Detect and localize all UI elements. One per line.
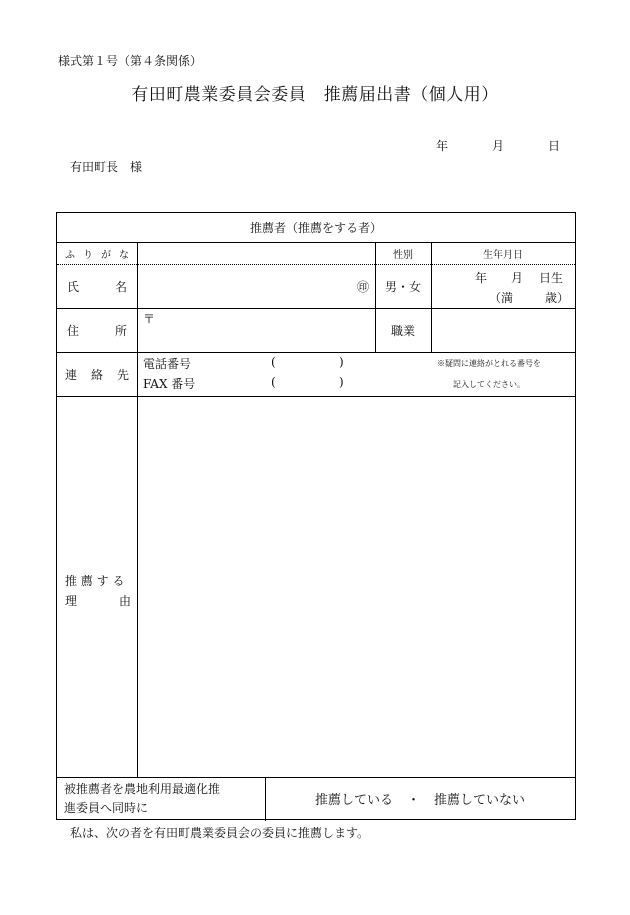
also-recommend-options: 推薦している ・ 推薦していない [265,777,575,819]
form-number: 様式第１号（第４条関係） [58,54,203,68]
name-label: 氏 名 [67,279,127,294]
page-title: 有田町農業委員会委員 推薦届出書（個人用） [131,85,499,105]
recommender-section-title: 推薦者（推薦をする者） [249,221,382,235]
gender-options[interactable]: 男・女 [384,279,421,294]
address-label: 住 所 [67,323,127,338]
contact-field[interactable]: 電話番号 ( ) FAX 番号 ( ) ※疑問に連絡がとれる番号を 記入してください。 [143,355,541,391]
phone-label: 電話番号 [143,357,192,371]
occupation-label: 職業 [390,323,415,338]
contact-note-line1: ※疑問に連絡がとれる番号を [437,359,541,368]
contact-label: 連 絡 先 [65,367,129,382]
name-field[interactable] [137,264,375,308]
date-year-label: 年 [436,139,449,153]
reason-label: 推 薦 す る 理 由 [65,574,132,608]
date-month-label: 月 [492,139,505,153]
date-day-label: 日 [548,139,561,153]
also-recommend-label: 被推薦者を農地利用最適化推 進委員へ同時に [64,782,221,815]
contact-note-line2: 記入してください。 [453,380,525,389]
option-recommending[interactable]: 推薦している [314,792,393,808]
birthdate-header: 生年月日 [483,249,523,261]
recommendation-form [56,212,576,820]
address-field[interactable] [137,308,375,352]
birthdate-field[interactable]: 年 月 日生 （満 歳） [475,271,570,305]
gender-header: 性別 [393,249,413,261]
furigana-field[interactable] [137,242,375,264]
footer-statement: 私は、次の者を有田町農業委員会の委員に推薦します。 [70,826,370,840]
furigana-label: ふ り が な [65,249,129,261]
seal-mark: ㊞ [356,280,369,294]
fax-label: FAX 番号 [143,377,196,391]
addressee: 有田町長 様 [70,160,143,174]
reason-field[interactable] [137,396,575,777]
occupation-field[interactable] [431,308,575,352]
option-not-recommending[interactable]: 推薦していない [434,792,526,808]
postal-mark: 〒 [143,312,156,326]
